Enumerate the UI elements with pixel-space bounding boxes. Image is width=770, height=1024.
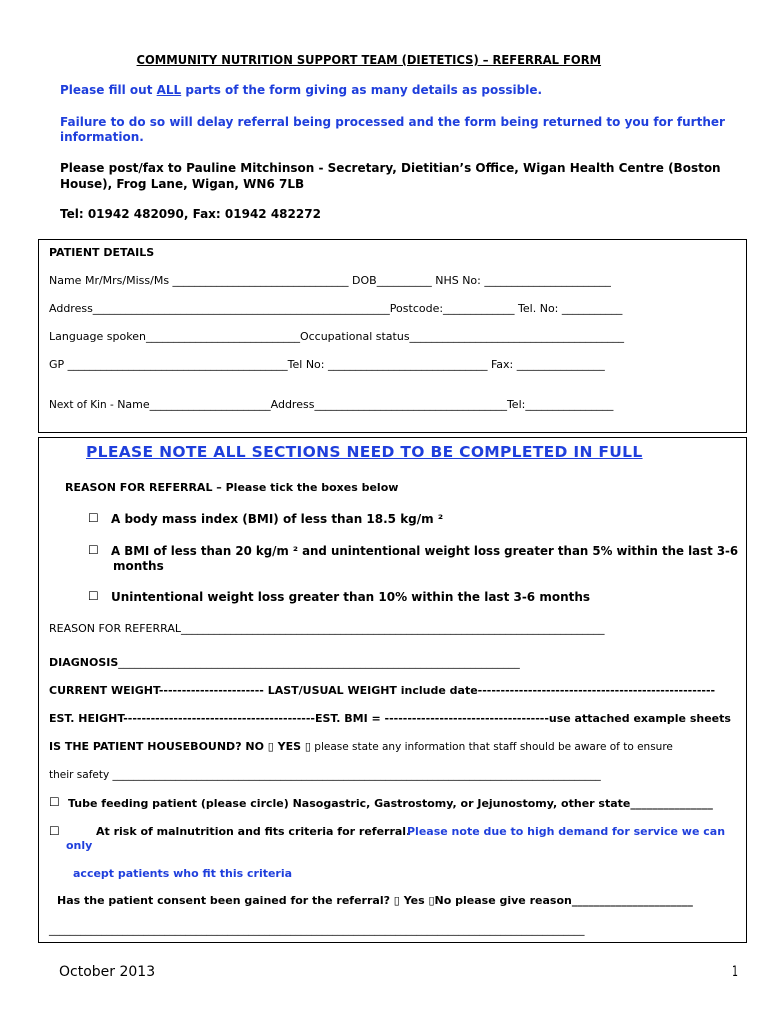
housebound-instruction: please state any information that staff should be aware of to ensure xyxy=(310,741,673,753)
postal-address-line1: Please post/fax to Pauline Mitchinson - Secretary, Dietitian’s Office, Wigan Health Centre (Boston xyxy=(60,161,721,175)
next-of-kin-label: Next of Kin - xyxy=(49,399,118,411)
diagnosis-label: DIAGNOSIS xyxy=(49,656,119,669)
malnutrition-note-cont: only xyxy=(66,839,93,852)
reason-checkbox-3[interactable]: ☐ xyxy=(88,589,99,603)
reason-checkbox-1[interactable]: ☐ xyxy=(88,511,99,525)
reason-for-referral-line[interactable]: REASON FOR REFERRAL_____________________________________________________________________________ xyxy=(49,622,605,635)
patient-name-row[interactable]: Name Mr/Mrs/Miss/Ms ________________________________ DOB__________ NHS No: _______________________ xyxy=(49,274,611,287)
patient-gp-row[interactable]: GP ________________________________________Tel No: _____________________________ Fax: ________________ xyxy=(49,358,605,371)
reason-option-2: A BMI of less than 20 kg/m ² and unintentional weight loss greater than 5% within the last 3-6 xyxy=(111,544,739,558)
intro-text-2: parts of the form giving as many details as possible. xyxy=(181,83,543,97)
malnutrition-label: At risk of malnutrition and fits criteria for referral. xyxy=(96,825,411,838)
reason-option-3: Unintentional weight loss greater than 10% within the last 3-6 months xyxy=(111,590,591,604)
tube-feeding-row[interactable]: Tube feeding patient (please circle) Nasogastric, Gastrostomy, or Jejunostomy, other state_______________ xyxy=(68,797,713,810)
next-of-kin-fields: Name______________________Address___________________________________Tel:________________ xyxy=(117,398,614,411)
height-bmi-row[interactable]: EST. HEIGHT------------------------------------------EST. BMI = ------------------------------------use attached example sheets xyxy=(49,712,731,725)
intro-fill-instruction xyxy=(60,83,542,97)
reason-checkbox-2[interactable]: ☐ xyxy=(88,543,99,557)
patient-language-row[interactable]: Language spoken____________________________Occupational status_______________________________________ xyxy=(49,330,625,343)
reason-option-1: A body mass index (BMI) of less than 18.5 kg/m ² xyxy=(111,512,444,526)
housebound-row[interactable] xyxy=(49,740,673,753)
page-number: 1 xyxy=(732,964,739,980)
malnutrition-note-cont2: accept patients who fit this criteria xyxy=(73,867,293,880)
footer-date: October 2013 xyxy=(59,964,156,980)
consent-row[interactable]: Has the patient consent been gained for the referral? ▯ Yes ▯No please give reason______________________ xyxy=(57,894,693,907)
diagnosis-line: _________________________________________________________________________ xyxy=(118,656,520,669)
contact-numbers: Tel: 01942 482090, Fax: 01942 482272 xyxy=(60,207,321,221)
weight-row[interactable]: CURRENT WEIGHT----------------------- LAST/USUAL WEIGHT include date---------------------------------------------------- xyxy=(49,684,716,697)
next-of-kin-row[interactable] xyxy=(49,398,613,411)
intro-all-emphasis: ALL xyxy=(156,83,182,97)
consent-reason-line[interactable]: ______________________________________________________________________________________________________ xyxy=(49,924,585,936)
complete-all-sections-note: PLEASE NOTE ALL SECTIONS NEED TO BE COMPLETED IN FULL xyxy=(86,443,643,461)
malnutrition-checkbox[interactable]: ☐ xyxy=(49,824,60,838)
intro-text-1: Please fill out xyxy=(60,83,157,97)
malnutrition-note: Please note due to high demand for service we can xyxy=(407,825,726,838)
form-title: COMMUNITY NUTRITION SUPPORT TEAM (DIETETICS) – REFERRAL FORM xyxy=(136,52,602,67)
intro-failure-warning: Failure to do so will delay referral being processed and the form being returned to you for further xyxy=(60,115,725,129)
patient-details-heading: PATIENT DETAILS xyxy=(49,246,155,259)
tube-feeding-checkbox[interactable]: ☐ xyxy=(49,795,60,809)
safety-line[interactable]: their safety _____________________________________________________________________________________________ xyxy=(49,769,601,781)
postal-address-line2: House), Frog Lane, Wigan, WN6 7LB xyxy=(60,177,305,191)
intro-failure-warning-cont: information. xyxy=(60,130,144,144)
reason-option-2-cont: months xyxy=(113,559,164,573)
diagnosis-row[interactable] xyxy=(49,656,520,669)
reason-heading: REASON FOR REFERRAL – Please tick the boxes below xyxy=(65,481,399,494)
housebound-label: IS THE PATIENT HOUSEBOUND? NO ▯ YES ▯ xyxy=(49,740,311,753)
patient-address-row[interactable]: Address______________________________________________________Postcode:_____________ Tel. No: ___________ xyxy=(49,302,623,315)
